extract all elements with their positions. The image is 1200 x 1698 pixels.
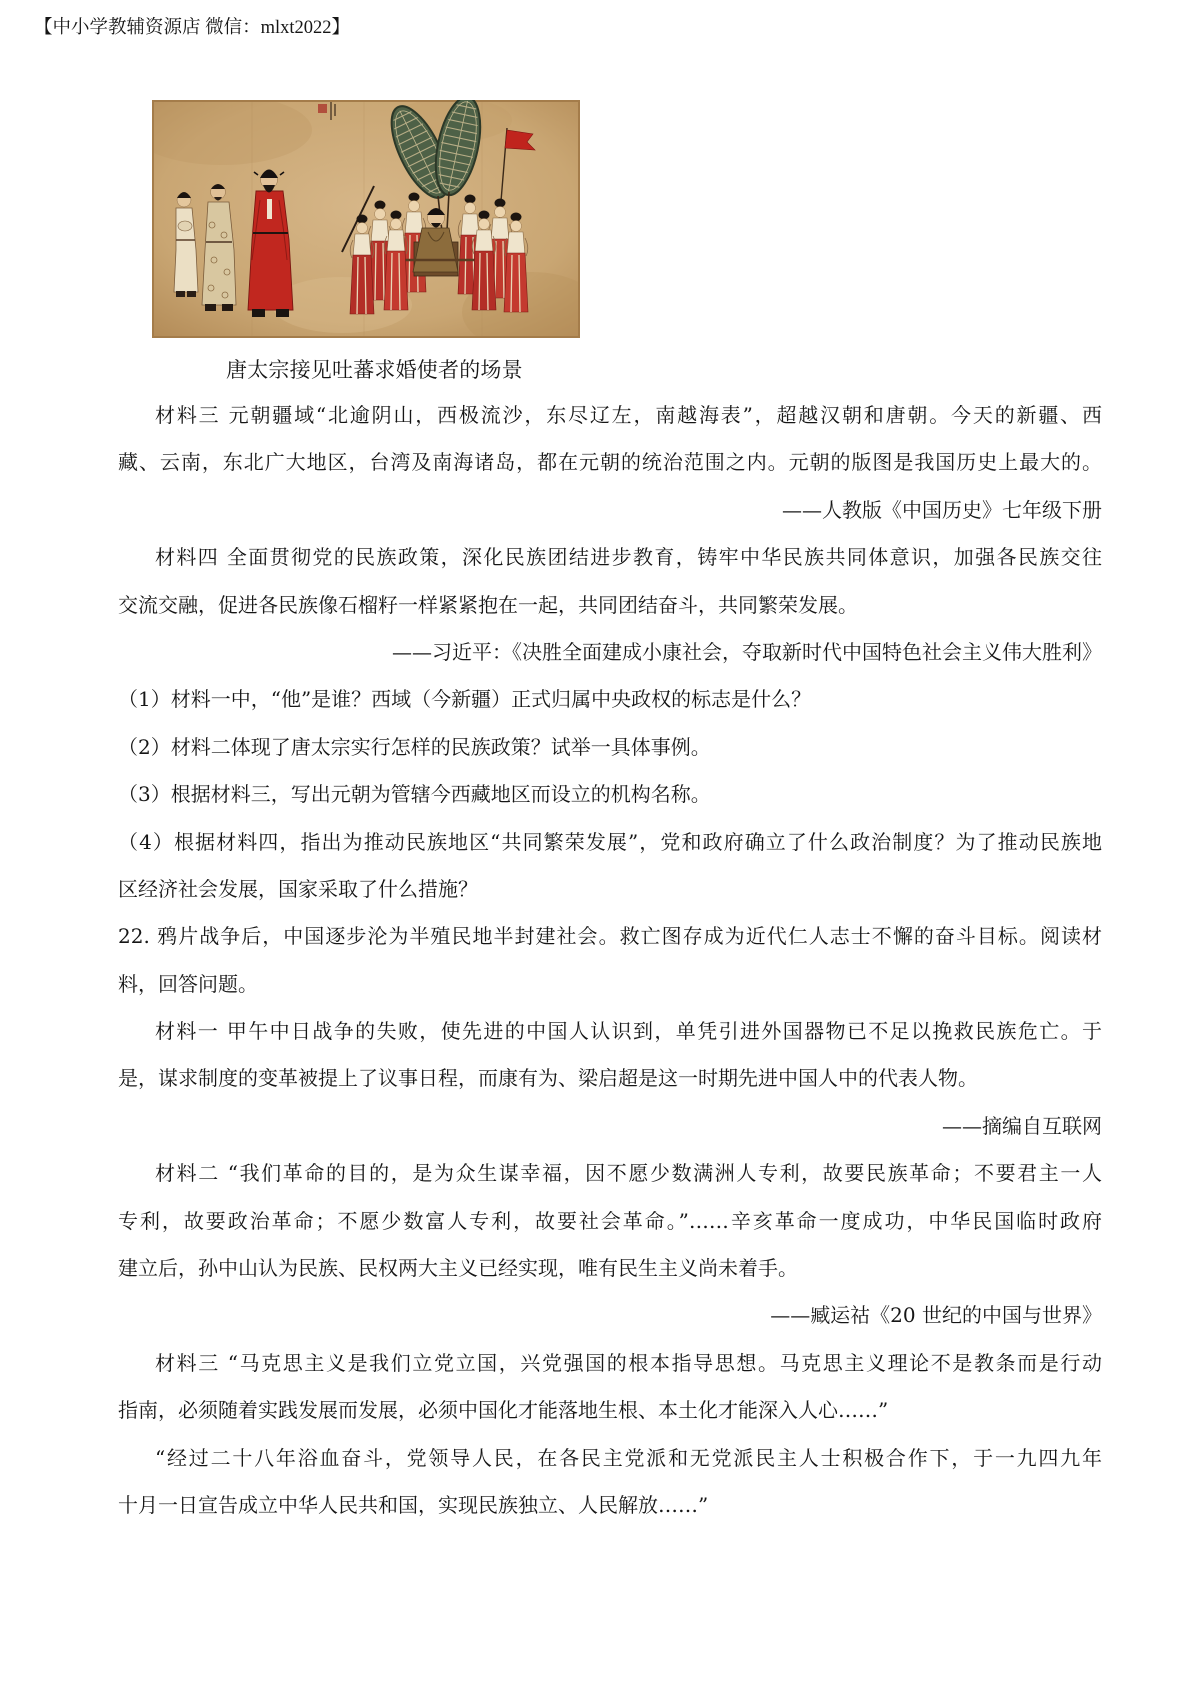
watermark-header: 【中小学教辅资源店 微信：mlxt2022】: [34, 18, 351, 38]
material-source: ——臧运祜《20 世纪的中国与世界》: [770, 1303, 1102, 1328]
material-line: 材料二 “我们革命的目的，是为众生谋幸福，因不愿少数满洲人专利，故要民族革命；不要君主一人: [155, 1161, 1102, 1186]
material-line: 材料一 甲午中日战争的失败，使先进的中国人认识到，单凭引进外国器物已不足以挽救民族危亡。于: [155, 1019, 1102, 1044]
question-stem-line: 22. 鸦片战争后，中国逐步沦为半殖民地半封建社会。救亡图存成为近代仁人志士不懈的奋斗目标。阅读材: [118, 924, 1102, 949]
painting-image: [152, 100, 580, 338]
question-22-material-2: [118, 1150, 1102, 1340]
figure-caption: 唐太宗接见吐蕃求婚使者的场景: [226, 358, 523, 382]
question-21-subquestions: [118, 676, 1102, 913]
question-22-material-1: [118, 1008, 1102, 1150]
material-line: 交流交融，促进各民族像石榴籽一样紧紧抱在一起，共同团结奋斗，共同繁荣发展。: [118, 592, 858, 617]
subquestion-4-continued: 区经济社会发展，国家采取了什么措施？: [118, 876, 478, 901]
material-source: ——人教版《中国历史》七年级下册: [782, 497, 1102, 522]
material-line: 指南，必须随着实践发展而发展，必须中国化才能落地生根、本土化才能深入人心……”: [118, 1398, 889, 1423]
material-line: 专利，故要政治革命；不愿少数富人专利，故要社会革命。”……辛亥革命一度成功，中华民国临时政府: [118, 1208, 1102, 1233]
material-line: 材料三 “马克思主义是我们立党立国，兴党强国的根本指导思想。马克思主义理论不是教条而是行动: [155, 1350, 1102, 1375]
question-21-material-3: [118, 392, 1102, 534]
material-source: ——习近平：《决胜全面建成小康社会，夺取新时代中国特色社会主义伟大胜利》: [392, 639, 1102, 664]
material-source: ——摘编自互联网: [942, 1113, 1102, 1138]
question-22-stem: [118, 913, 1102, 1008]
question-21-material-4: [118, 534, 1102, 676]
material-line: 材料四 全面贯彻党的民族政策，深化民族团结进步教育，铸牢中华民族共同体意识，加强各民族交往: [155, 545, 1102, 570]
subquestion-2: （2）材料二体现了唐太宗实行怎样的民族政策？试举一具体事例。: [118, 734, 711, 759]
subquestion-4: （4）根据材料四，指出为推动民族地区“共同繁荣发展”，党和政府确立了什么政治制度？为了推动民族地: [118, 829, 1102, 854]
question-22-material-3: [118, 1340, 1102, 1530]
material-line: 藏、云南，东北广大地区，台湾及南海诸岛，都在元朝的统治范围之内。元朝的版图是我国历史上最大的。: [118, 450, 1102, 475]
painting-svg: [152, 100, 580, 338]
subquestion-1: （1）材料一中，“他”是谁？西域（今新疆）正式归属中央政权的标志是什么？: [118, 687, 812, 712]
material-line: “经过二十八年浴血奋斗，党领导人民，在各民主党派和无党派民主人士积极合作下，于一九四九年: [155, 1445, 1102, 1470]
material-line: 十月一日宣告成立中华人民共和国，实现民族独立、人民解放……”: [118, 1492, 709, 1517]
question-stem-line: 料，回答问题。: [118, 971, 258, 996]
material-line: 材料三 元朝疆域“北逾阴山，西极流沙，东尽辽左，南越海表”，超越汉朝和唐朝。今天的新疆、西: [155, 403, 1102, 427]
subquestion-3: （3）根据材料三，写出元朝为管辖今西藏地区而设立的机构名称。: [118, 782, 711, 807]
material-line: 建立后，孙中山认为民族、民权两大主义已经实现，唯有民生主义尚未着手。: [118, 1256, 798, 1281]
material-line: 是，谋求制度的变革被提上了议事日程，而康有为、梁启超是这一时期先进中国人中的代表人物。: [118, 1066, 978, 1091]
question-text: [118, 392, 1102, 1529]
